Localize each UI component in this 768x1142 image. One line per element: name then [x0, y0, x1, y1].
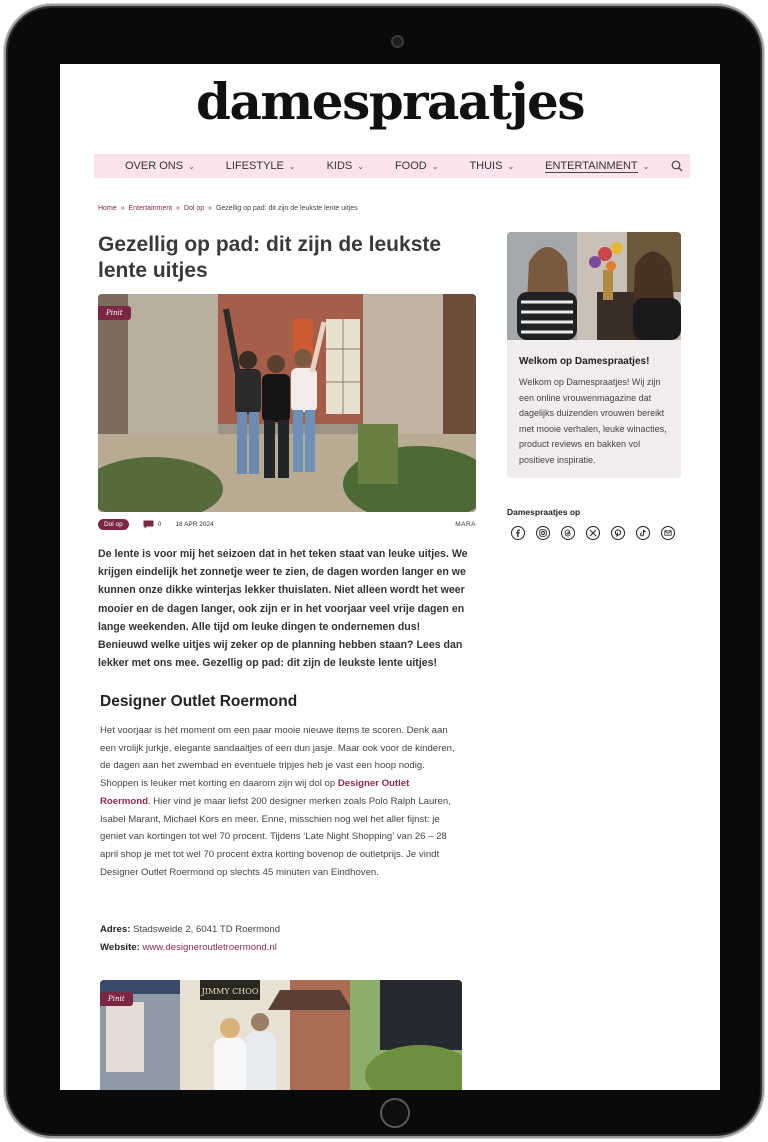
breadcrumb-category[interactable]: Dol op: [183, 205, 205, 212]
comment-icon[interactable]: [143, 520, 154, 529]
page-title: Gezellig op pad: dit zijn de leukste lente uitjes: [98, 233, 442, 282]
outlet-link[interactable]: Designer Outlet Roermond: [100, 778, 410, 807]
breadcrumb: Home » Entertainment » Dol op » Gezellig op pad: dit zijn de leukste lente uitjes: [98, 205, 358, 212]
breadcrumb-home[interactable]: Home: [98, 205, 117, 212]
breadcrumb-current: Gezellig op pad: dit zijn de leukste lente uitjes: [215, 205, 358, 212]
nav-item-food[interactable]: FOOD ⌄: [394, 160, 439, 172]
section-body: Het voorjaar is hét moment om een paar mooie nieuwe items te scoren. Denk aan een vrolijk jurkje, elegante sandaaltjes of een dun jasje. Maar ook voor de kinderen, de dagen aan het zwembad en eventuele tripjes heb je vast een hoop nodig. Shoppen is leuker met korting en daarom zijn wij dol op Designer Outlet Roermond. Hier vind je maar liefst 200 designer merken zoals Polo Ralph Lauren, Isabel Marant, Michael Kors en meer. Enne, misschien nog wel het aller fijnst: je geniet van kortingen tot wel 70 procent. Tijdens ‘Late Night Shopping’ van 26 – 28 april shop je met tot wel 70 procent èxtra korting bovenop de outletprijs. Je vindt Designer Outlet Roermond op slechts 45 minuten van Eindhoven.: [100, 725, 455, 878]
address-block: Adres: Stadsweide 2, 6041 TD Roermond Website: www.designeroutletroermond.nl: [100, 924, 281, 953]
nav-item-thuis[interactable]: THUIS ⌄: [469, 160, 515, 172]
pinit-button[interactable]: Pinit: [98, 306, 131, 320]
chevron-down-icon: ⌄: [188, 161, 195, 171]
browser-screen: [60, 64, 720, 1090]
outlet-photo: [100, 980, 462, 1090]
address-value: Stadsweide 2, 6041 TD Roermond: [133, 924, 281, 935]
nav-item-over-ons[interactable]: OVER ONS ⌄: [125, 160, 195, 172]
welcome-text: Welkom op Damespraatjes! Wij zijn een online vrouwenmagazine dat dagelijks duizenden vrouwen bereikt met mooie verhalen, leuke winacties, product reviews en bakken vol positieve inspiratie.: [519, 377, 667, 465]
category-tag[interactable]: Dol op: [98, 519, 129, 530]
comment-count[interactable]: 0: [157, 520, 162, 528]
x-icon[interactable]: [586, 526, 600, 540]
chevron-down-icon: ⌄: [288, 161, 296, 171]
search-icon[interactable]: [671, 159, 685, 173]
social-icons: [511, 526, 686, 540]
breadcrumb-entertainment[interactable]: Entertainment: [128, 205, 173, 212]
welcome-title: Welkom op Damespraatjes!: [519, 356, 650, 367]
author-name[interactable]: MARA: [455, 520, 476, 528]
website-link[interactable]: www.designeroutletroermond.nl: [142, 942, 277, 953]
email-icon[interactable]: [661, 526, 675, 540]
home-button[interactable]: [380, 1098, 410, 1128]
article-intro: De lente is voor mij het seizoen dat in het teken staat van leuke uitjes. We krijgen eindelijk het zonnetje weer te zien, de dagen worden langer en we kunnen onze dikke winterjas lekker thuislaten. Niet alleen wordt het weer mooier en de dagen langer, ook zijn er in het voorjaar veel vrije dagen en lange weekenden. Alle tijd om leuke dingen te ondernemen dus! Benieuwd welke uitjes wij zeker op de planning hebben staan? Lees dan lekker met ons mee. Gezellig op pad: dit zijn de leukste lente uitjes!: [98, 548, 468, 670]
section-title: Designer Outlet Roermond: [100, 693, 298, 710]
main-nav: [94, 154, 690, 178]
facebook-icon[interactable]: [511, 526, 525, 540]
site-logo[interactable]: damespraatjes: [196, 72, 584, 131]
camera-icon: [391, 35, 404, 48]
welcome-card: [507, 340, 681, 478]
tablet-frame: [8, 8, 760, 1134]
nav-item-lifestyle[interactable]: LIFESTYLE ⌄: [225, 160, 296, 172]
hero-image: [98, 294, 476, 512]
publish-date: 18 APR 2024: [175, 520, 214, 528]
outlet-image: [100, 980, 462, 1090]
chevron-down-icon: ⌄: [357, 161, 364, 171]
threads-icon[interactable]: [561, 526, 575, 540]
nav-item-kids[interactable]: KIDS ⌄: [326, 160, 364, 172]
hero-photo: [98, 294, 476, 512]
social-title: Damespraatjes op: [507, 507, 581, 517]
nav-item-entertainment[interactable]: ENTERTAINMENT ⌄: [545, 159, 650, 172]
chevron-down-icon: ⌄: [431, 161, 439, 171]
sidebar-photo: [507, 232, 681, 340]
article-meta: [98, 517, 476, 531]
instagram-icon[interactable]: [536, 526, 550, 540]
pinterest-icon[interactable]: [611, 526, 625, 540]
pinit-button[interactable]: Pinit: [100, 992, 133, 1006]
jimmy-choo-sign: JIMMY CHOO: [201, 987, 259, 996]
chevron-down-icon: ⌄: [507, 161, 515, 171]
chevron-down-icon: ⌄: [642, 161, 650, 171]
tiktok-icon[interactable]: [636, 526, 650, 540]
